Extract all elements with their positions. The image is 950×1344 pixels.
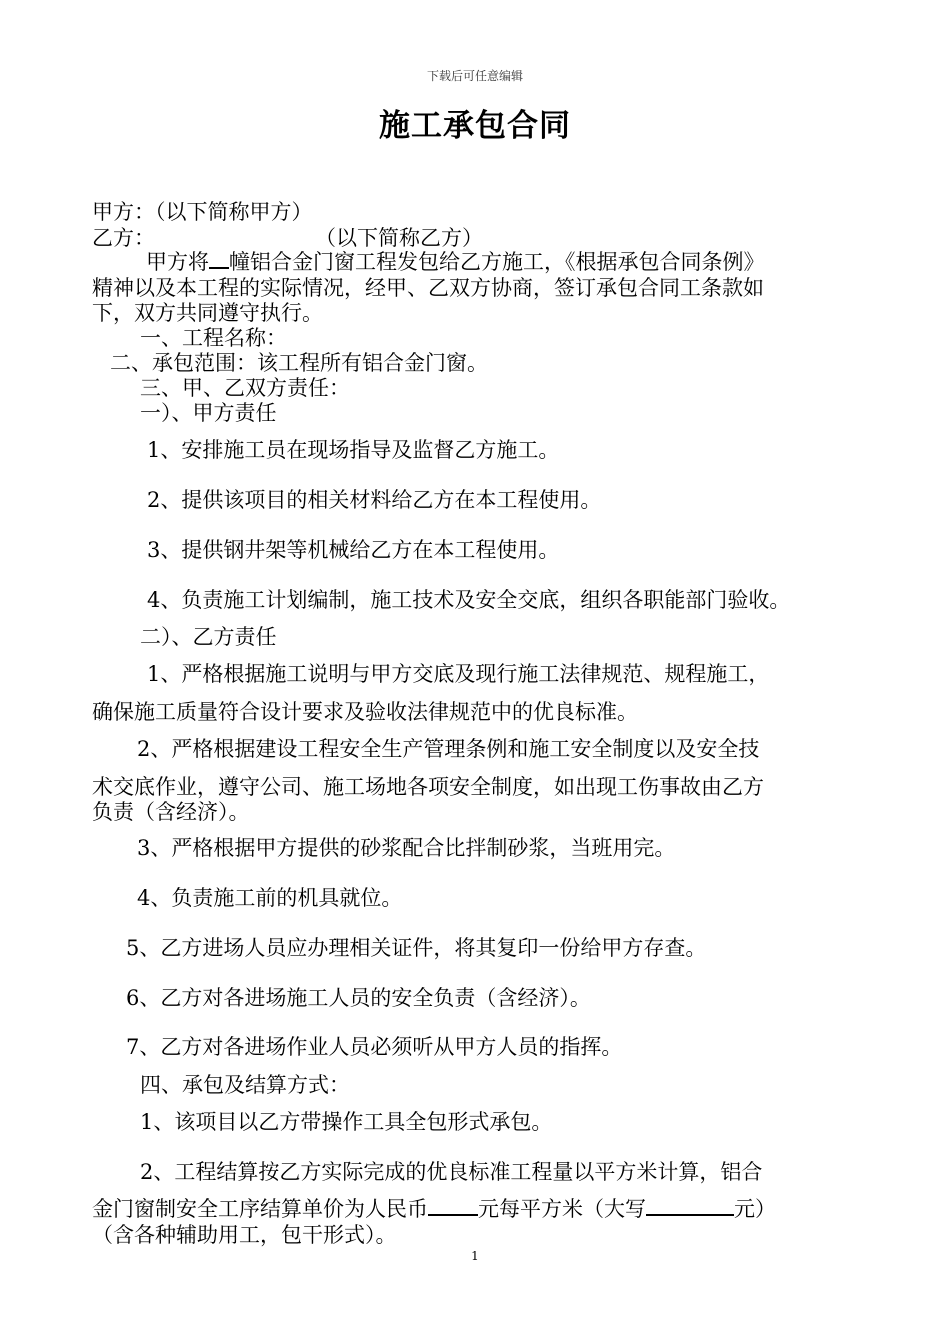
party-b-duty-7: 7、乙方对各进场作业人员必须听从甲方人员的指挥。 bbox=[126, 1035, 623, 1059]
party-b-duty-3: 3、严格根据甲方提供的砂浆配合比拌制砂浆，当班用完。 bbox=[137, 836, 676, 860]
intro-line-3: 下，双方共同遵守执行。 bbox=[92, 301, 323, 325]
intro-text: 幢铝合金门窗工程发包给乙方施工，《根据承包合同条例》 bbox=[229, 250, 765, 274]
settlement-text: 元每平方米（大写 bbox=[478, 1197, 646, 1221]
section-3: 三、甲、乙双方责任： bbox=[140, 376, 350, 400]
party-b-duty-2-line-2: 术交底作业，遵守公司、施工场地各项安全制度，如出现工伤事故由乙方 bbox=[92, 775, 764, 799]
section-1: 一、工程名称： bbox=[140, 326, 287, 350]
party-b-duty-2-line-3: 负责（含经济）。 bbox=[92, 800, 250, 824]
page-number: 1 bbox=[471, 1249, 479, 1263]
amount-in-words-blank bbox=[646, 1196, 734, 1216]
settlement-item-2-line-1: 2、工程结算按乙方实际完成的优良标准工程量以平方米计算，铝合 bbox=[140, 1160, 763, 1184]
section-2: 二、承包范围：该工程所有铝合金门窗。 bbox=[110, 351, 488, 375]
party-a-line: 甲方：（以下简称甲方） bbox=[92, 200, 313, 224]
settlement-item-1: 1、该项目以乙方带操作工具全包形式承包。 bbox=[140, 1110, 553, 1134]
settlement-text: 金门窗制安全工序结算单价为人民币 bbox=[92, 1197, 428, 1221]
party-b-duty-4: 4、负责施工前的机具就位。 bbox=[137, 886, 403, 910]
party-a-duty-2: 2、提供该项目的相关材料给乙方在本工程使用。 bbox=[147, 488, 602, 512]
section-4: 四、承包及结算方式： bbox=[140, 1073, 350, 1097]
document-title: 施工承包合同 bbox=[379, 108, 571, 144]
party-b-duty-2-line-1: 2、严格根据建设工程安全生产管理条例和施工安全制度以及安全技 bbox=[137, 737, 760, 761]
settlement-text: 元） bbox=[734, 1197, 776, 1221]
intro-line-2: 精神以及本工程的实际情况，经甲、乙双方协商，签订承包合同工条款如 bbox=[92, 276, 764, 300]
party-b-note: （以下简称乙方） bbox=[315, 226, 483, 250]
header-note: 下载后可任意编辑 bbox=[426, 69, 523, 83]
settlement-item-2-line-3: （含各种辅助用工，包干形式）。 bbox=[92, 1223, 397, 1247]
blank-underline bbox=[209, 249, 229, 269]
party-a-duty-1: 1、安排施工员在现场指导及监督乙方施工。 bbox=[147, 438, 560, 462]
party-a-duty-3: 3、提供钢井架等机械给乙方在本工程使用。 bbox=[147, 538, 560, 562]
party-a-duties-heading: 一）、甲方责任 bbox=[140, 401, 277, 425]
unit-price-blank bbox=[428, 1196, 478, 1216]
party-b-duty-1-line-1: 1、严格根据施工说明与甲方交底及现行施工法律规范、规程施工， bbox=[147, 662, 770, 686]
party-b-duty-6: 6、乙方对各进场施工人员的安全负责（含经济）。 bbox=[126, 986, 591, 1010]
intro-text: 甲方将 bbox=[146, 250, 209, 274]
party-b-duties-heading: 二）、乙方责任 bbox=[140, 625, 277, 649]
party-a-duty-4: 4、负责施工计划编制，施工技术及安全交底，组织各职能部门验收。 bbox=[147, 588, 791, 612]
party-b-duty-1-line-2: 确保施工质量符合设计要求及验收法律规范中的优良标准。 bbox=[92, 700, 638, 724]
party-b-label: 乙方： bbox=[92, 226, 155, 250]
party-b-duty-5: 5、乙方进场人员应办理相关证件，将其复印一份给甲方存查。 bbox=[126, 936, 707, 960]
